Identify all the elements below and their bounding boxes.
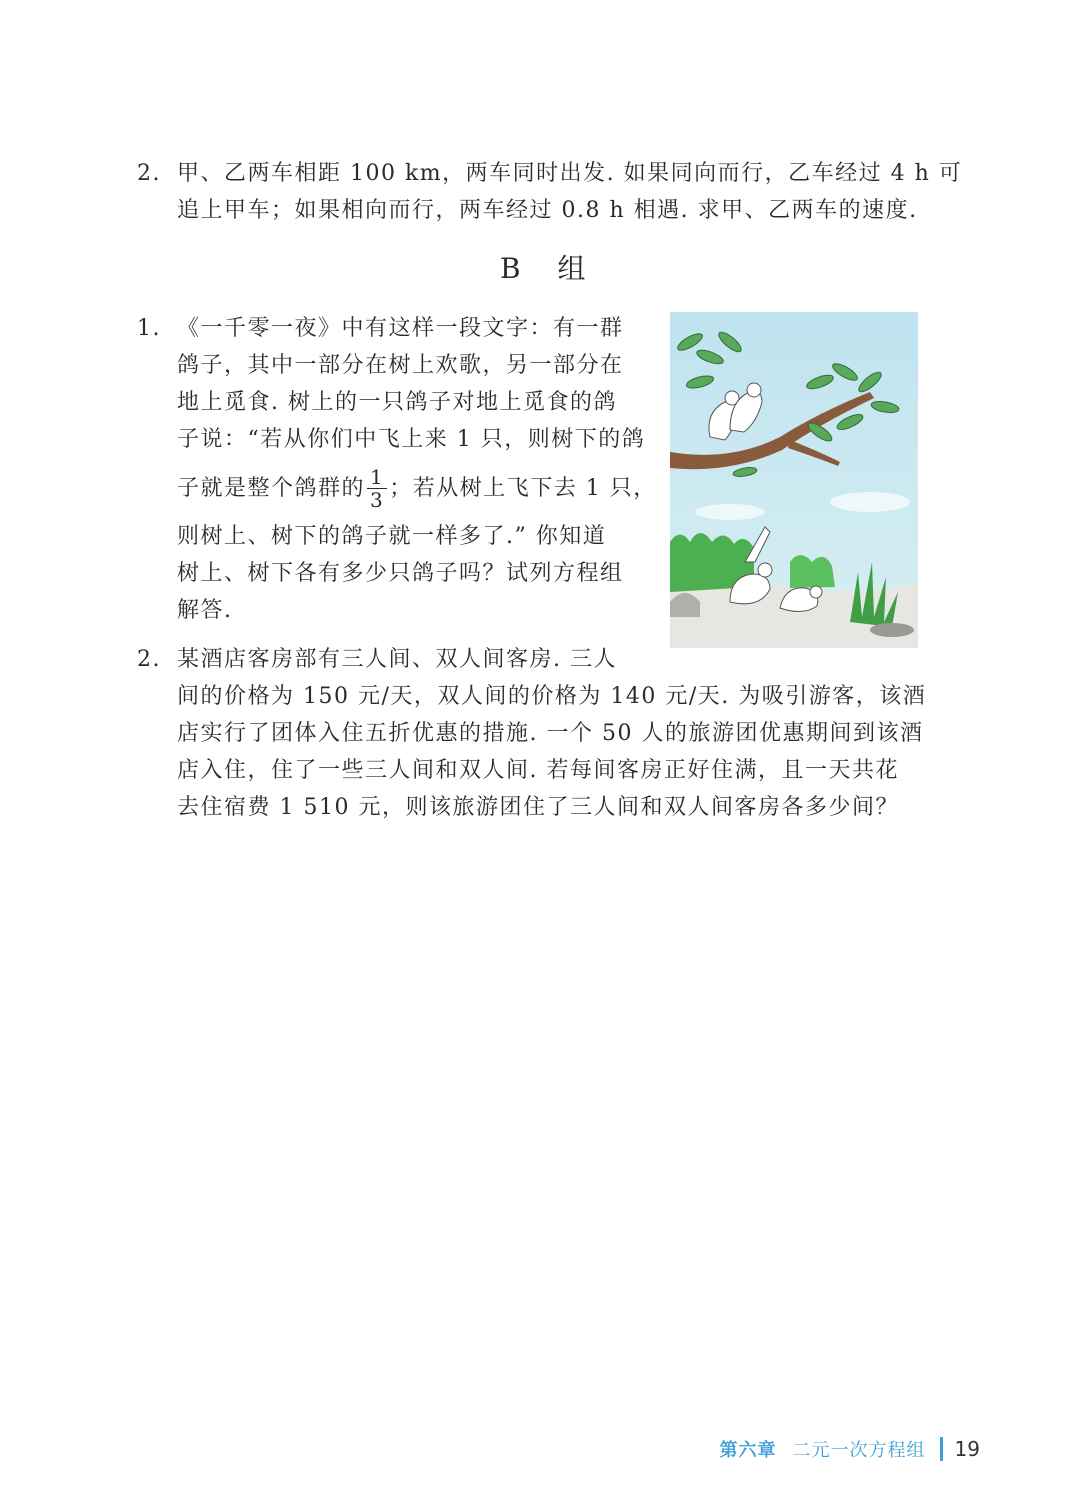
exercise-text-line: 解答. <box>177 598 233 623</box>
exercise-number: 2. <box>137 161 161 186</box>
fraction-one-third <box>367 466 387 511</box>
exercise-text-line: 间的价格为 150 元/天，双人间的价格为 140 元/天. 为吸引游客，该酒 <box>177 684 927 709</box>
exercise-text-line: 子说：“若从你们中飞上来 1 只，则树下的鸽 <box>177 427 646 452</box>
exercise-text-line: 店实行了团体入住五折优惠的措施. 一个 50 人的旅游团优惠期间到该酒 <box>177 721 924 746</box>
exercise-text-line: 则树上、树下的鸽子就一样多了.” 你知道 <box>177 524 607 549</box>
text-before-fraction: 子就是整个鸽群的 <box>177 475 366 501</box>
exercise-text-line: 去住宿费 1 510 元，则该旅游团住了三人间和双人间客房各多少间？ <box>177 795 899 820</box>
chapter-title: 二元一次方程组 <box>792 1440 926 1461</box>
exercise-text-line: 追上甲车；如果相向而行，两车经过 0.8 h 相遇. 求甲、乙两车的速度. <box>177 198 918 223</box>
fraction-numerator: 1 <box>367 466 387 489</box>
exercise-number: 2. <box>137 647 161 672</box>
exercise-text-line: 鸽子，其中一部分在树上欢歌，另一部分在 <box>177 353 624 378</box>
exercise-text-line: 某酒店客房部有三人间、双人间客房. 三人 <box>177 647 617 672</box>
pigeons-illustration-icon <box>670 312 918 648</box>
exercise-text-line: 店入住，住了一些三人间和双人间. 若每间客房正好住满，且一天共花 <box>177 758 899 783</box>
fraction-denominator: 3 <box>370 487 385 512</box>
chapter-label: 第六章 <box>719 1440 777 1461</box>
exercise-text-line: 《一千零一夜》中有这样一段文字：有一群 <box>177 316 624 341</box>
exercise-text-line: 甲、乙两车相距 100 km，两车同时出发. 如果同向而行，乙车经过 4 h 可 <box>177 161 963 186</box>
exercise-number: 1. <box>137 316 161 341</box>
exercise-text-line-with-fraction <box>137 458 662 518</box>
exercise-b-1 <box>137 310 662 629</box>
footer-divider <box>940 1437 943 1461</box>
group-b-heading: B 组 <box>500 252 600 285</box>
exercise-b-2 <box>137 641 957 826</box>
page-footer <box>720 1436 980 1462</box>
exercise-a-2 <box>137 155 963 229</box>
text-after-fraction: ；若从树上飞下去 1 只， <box>389 475 657 501</box>
pigeons-on-tree-illustration <box>670 312 918 648</box>
exercise-text-line: 地上觅食. 树上的一只鸽子对地上觅食的鸽 <box>177 390 617 415</box>
page-number: 19 <box>954 1437 980 1461</box>
exercise-text-line: 树上、树下各有多少只鸽子吗？试列方程组 <box>177 561 624 586</box>
